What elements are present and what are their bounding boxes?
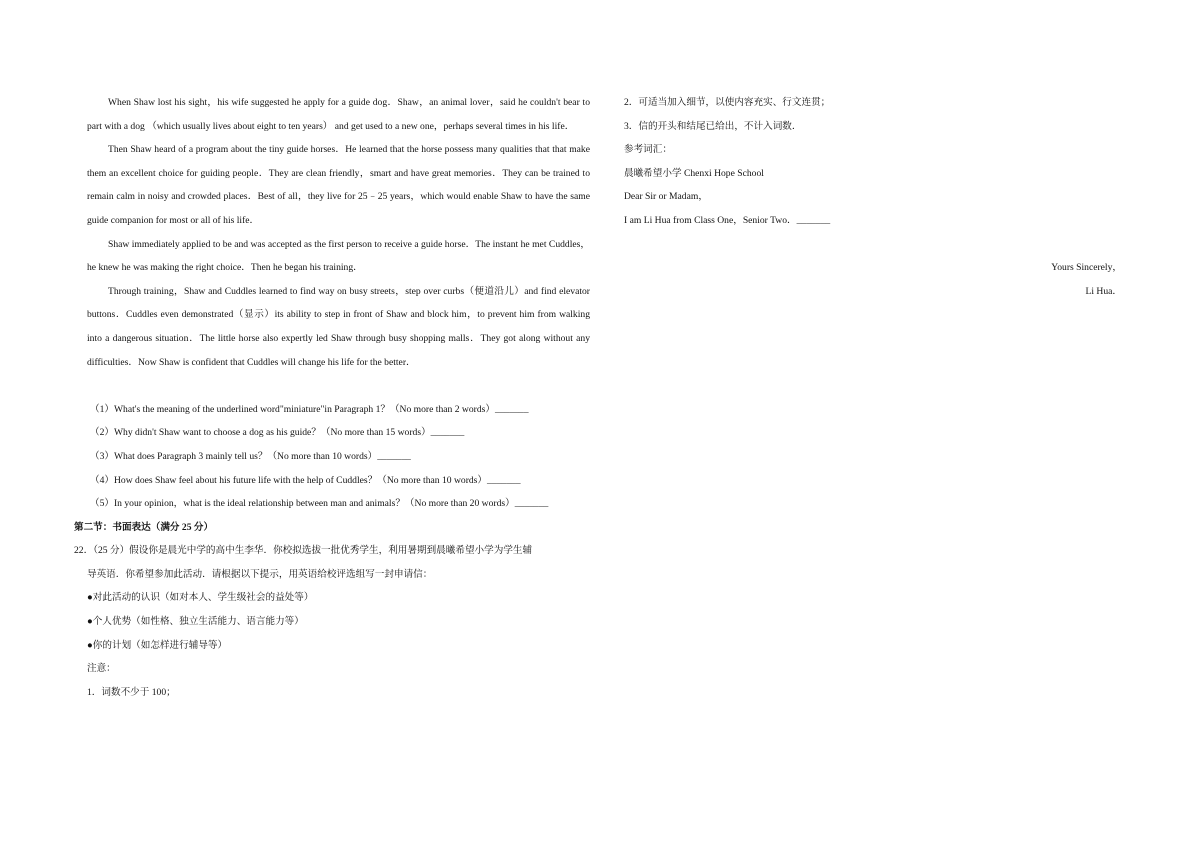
passage-paragraph-4: Through training，Shaw and Cuddles learned to find way on busy streets，step over curbs（便道沿儿）and find elevator buttons．Cuddles even demonstrated（显示）its ability to step in front of Shaw and block him，to prevent him from walking into a dangerous situation．The little horse also expertly led Shaw through busy shopping malls．They got along without any difficulties．Now Shaw is confident that Cuddles will change his life for the better．	[87, 285, 590, 368]
question-5: （5）In your opinion，what is the ideal relationship between man and animals？（No more than 20 words）_______	[90, 498, 549, 510]
section-title: 第二节：书面表达（满分 25 分）	[74, 521, 214, 533]
spacer	[87, 374, 590, 398]
note-3: 3．信的开头和结尾已给出，不计入词数．	[624, 120, 802, 132]
hint-bullet-2: ●个人优势（如性格、独立生活能力、语言能力等）	[87, 616, 304, 628]
right-column	[624, 91, 1122, 303]
hint-bullet-3: ●你的计划（如怎样进行辅导等）	[87, 639, 228, 651]
task-line-2: 导英语．你希望参加此活动．请根据以下提示，用英语给校评选组写一封申请信：	[87, 568, 433, 580]
question-2: （2）Why didn't Shaw want to choose a dog as his guide？（No more than 15 words）_______	[90, 427, 465, 439]
note-1: 1．词数不少于 100；	[87, 686, 176, 698]
passage-paragraph-3: Shaw immediately applied to be and was accepted as the first person to receive a guide horse．The instant he met Cuddles，he knew he was making the right choice．Then he began his training．	[87, 238, 590, 274]
letter-opening: I am Li Hua from Class One，Senior Two．_______	[624, 214, 831, 226]
task-line-1: 22．（25 分）假设你是晨光中学的高中生李华．你校拟选拔一批优秀学生，利用暑期到晨曦希望小学为学生辅	[74, 545, 533, 557]
passage-paragraph-1: When Shaw lost his sight，his wife suggested he apply for a guide dog．Shaw，an animal lover，said he couldn't bear to part with a dog （which usually lives about eight to ten years） and get used to a new one，perhaps several times in his life．	[87, 97, 590, 132]
question-1: （1）What's the meaning of the underlined word"miniature"in Paragraph 1？（No more than 2 words）_______	[90, 403, 529, 415]
hint-bullet-1: ●对此活动的认识（如对本人、学生级社会的益处等）	[87, 592, 314, 604]
passage-paragraph-2: Then Shaw heard of a program about the tiny guide horses．He learned that the horse possess many qualities that that make them an excellent choice for guiding people．They are clean friendly，smart and have great memories．They can be trained to remain calm in noisy and crowded places．Best of all，they live for 25﹣25 years，which would enable Shaw to have the same guide companion for most or all of his life．	[87, 144, 590, 226]
letter-greeting: Dear Sir or Madam，	[624, 191, 708, 203]
letter-signature: Li Hua．	[1085, 285, 1122, 297]
note-label: 注意：	[87, 663, 116, 675]
question-3: （3）What does Paragraph 3 mainly tell us？（No more than 10 words）_______	[90, 450, 411, 462]
vocab-label: 参考词汇：	[624, 144, 672, 156]
letter-closing: Yours Sincerely，	[1051, 262, 1122, 274]
spacer	[624, 233, 1122, 257]
question-4: （4）How does Shaw feel about his future life with the help of Cuddles？（No more than 10 words）_______	[90, 474, 521, 486]
left-column	[74, 91, 590, 704]
vocab-entry: 晨曦希望小学 Chenxi Hope School	[624, 167, 764, 179]
note-2: 2．可适当加入细节，以使内容充实、行文连贯；	[624, 97, 831, 108]
